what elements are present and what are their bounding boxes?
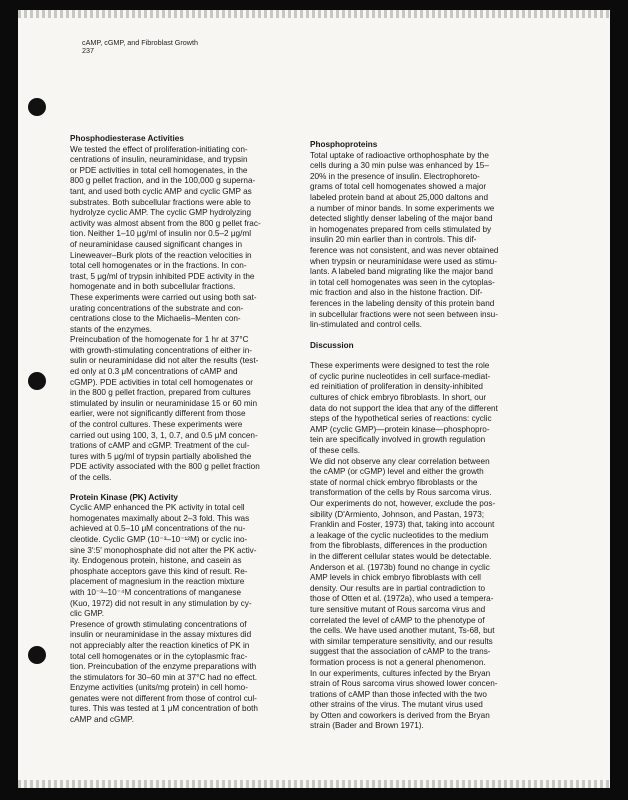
paragraph: We did not observe any clear correlation between the cAMP (or cGMP) level and either the growth state of normal chick embryo fibroblasts or the transformation of the cells by Rous sarcoma virus. Our experiments do not, however, exclude the pos- sibility (D'Armiento, Johnson, and Pastan, 1973; Franklin and Foster, 1973) that, taking into account a leakage of the cyclic nucleotides to the medium from the fibroblasts, differences in the production in the different cellular states would be detectable. Anderson et al. (1973b) found no change in cyclic AMP levels in chick embryo fibroblasts with cell density. Our results are in partial contradiction to those of Otten et al. (1972a), who used a tempera- ture sensitive mutant of Rous sarcoma virus and correlated the level of cAMP to the phenotype of the cells. We have used another mutant, Ts-68, but with similar temperature sensitivity, and our results suggest that the association of cAMP to the trans- formation process is not a general phenomenon. In our experiments, cultures infected by the Bryan strain of Rous sarcoma virus showed lower concen- trations of cAMP than those infected with the two other strains of the virus. The mutant virus used by Otten and coworkers is derived from the Bryan strain (Bader and Brown 1971). [310,456,498,731]
paragraph: Presence of growth stimulating concentrations of insulin or neuraminidase in the assay mixtures did not appreciably alter the reaction kinetics of PK in total cell homogenates or in the cytoplasmic frac- tion. Preincubation of the enzyme preparations with the stimulators for 30–60 min at 37°C had no effect. Enzyme activities (units/mg protein) in cell homo- genates were not different from those of control cul- tures. This was tested at 1 μM concentration of both cAMP and cGMP. [70,619,258,725]
paragraph: Preincubation of the homogenate for 1 hr at 37°C with growth-stimulating concentrations of either in- sulin or neuraminidase did not alter the results (test- ed only at 0.3 μM concentrations of cAMP and cGMP). PDE activities in total cell homogenates or in the 800 g pellet fraction, prepared from cultures stimulated by insulin or neuraminidase 15 or 60 min earlier, were not significantly different from those of the control cultures. These experiments were carried out using 100, 3, 1, 0.7, and 0.5 μM concen- trations of cAMP and cGMP. Treatment of the cul- tures with 5 μg/ml of trypsin partially abolished the PDE activity associated with the 800 g pellet fraction of the cells. [70,335,260,482]
paragraph: Total uptake of radioactive orthophosphate by the cells during a 30 min pulse was enhanced by 15– 20% in the presence of insulin. Electrophoreto- grams of total cell homogenates showed a major labeled protein band at about 25,000 daltons and a number of minor bands. In some experiments we detected slightly denser labeling of the major band in homogenates prepared from cells stimulated by insulin 20 min earlier than in controls. This dif- ference was not consistent, and was never obtained when trypsin or neuraminidase were used as stimu- lants. A labeled band migrating like the major band in total cell homogenates was seen in the cytoplas- mic fraction and also in the histone fraction. Dif- ferences in the labeling density of this protein band in subcellular fractions were not seen between insu- lin-stimulated and control cells. [310,150,499,330]
section-heading: Phosphodiesterase Activities [70,134,184,143]
right-column [310,140,548,732]
page-top-edge [18,10,610,18]
section-gap [70,484,304,493]
section-gap [310,331,548,341]
section-heading: Discussion [310,340,354,350]
running-title: cAMP, cGMP, and Fibroblast Growth [82,38,198,47]
page-number: 237 [82,46,94,55]
paragraph: Cyclic AMP enhanced the PK activity in total cell homogenates maximally about 2–3 fold. This was achieved at 0.5–10 μM concentrations of the nu- cleotide. Cyclic GMP (10⁻³–10⁻¹²M) or cyclic ino- sine 3′:5′ monophosphate did not alter the PK activ- ity. Endogenous protein, histone, and casein as phosphate acceptors gave this kind of result. Re- placement of magnesium in the reaction mixture with 10⁻³–10⁻⁴M concentrations of manganese (Kuo, 1972) did not result in any stimulation by cy- clic GMP. [70,503,257,619]
punch-hole-top [28,98,46,116]
punch-hole-middle [28,372,46,390]
left-column [70,134,304,726]
page-bottom-edge [18,780,610,788]
paragraph: These experiments were designed to test the role of cyclic purine nucleotides in cell surface-mediat- ed reinitiation of proliferation in density-inhibited cultures of chick embryo fibroblasts. In short, our data do not support the idea that any of the different steps of the hypothetical series of reactions: cyclic AMP (cyclic GMP)—protein kinase—phosphopro- tein are specifically involved in growth regulation of these cells. [310,361,498,456]
punch-hole-bottom [28,646,46,664]
section-heading: Phosphoproteins [310,140,378,149]
section-heading: Protein Kinase (PK) Activity [70,492,178,502]
section-gap [310,351,548,361]
paragraph: We tested the effect of proliferation-initiating con- centrations of insulin, neuraminidase, and trypsin or PDE activities in total cell homogenates, in the 800 g pellet fraction, and in the 100,000 g superna- tant, and used both cyclic AMP and cyclic GMP as substrates. Both subcellular fractions were able to hydrolyze cyclic AMP. The cyclic GMP hydrolyzing activity was almost absent from the 800 g pellet frac- tion. Neither 1–10 μg/ml of insulin nor 0.5–2 μg/ml of neuraminidase caused significant changes in Lineweaver–Burk plots of the reaction velocities in total cell homogenates or in the fractions. In con- trast, 5 μg/ml of trypsin inhibited PDE activity in the homogenate and in both subcellular fractions. These experiments were carried out using both sat- urating concentrations of the substrate and con- centrations close to the Michaelis–Menten con- stants of the enzymes. [70,144,261,334]
